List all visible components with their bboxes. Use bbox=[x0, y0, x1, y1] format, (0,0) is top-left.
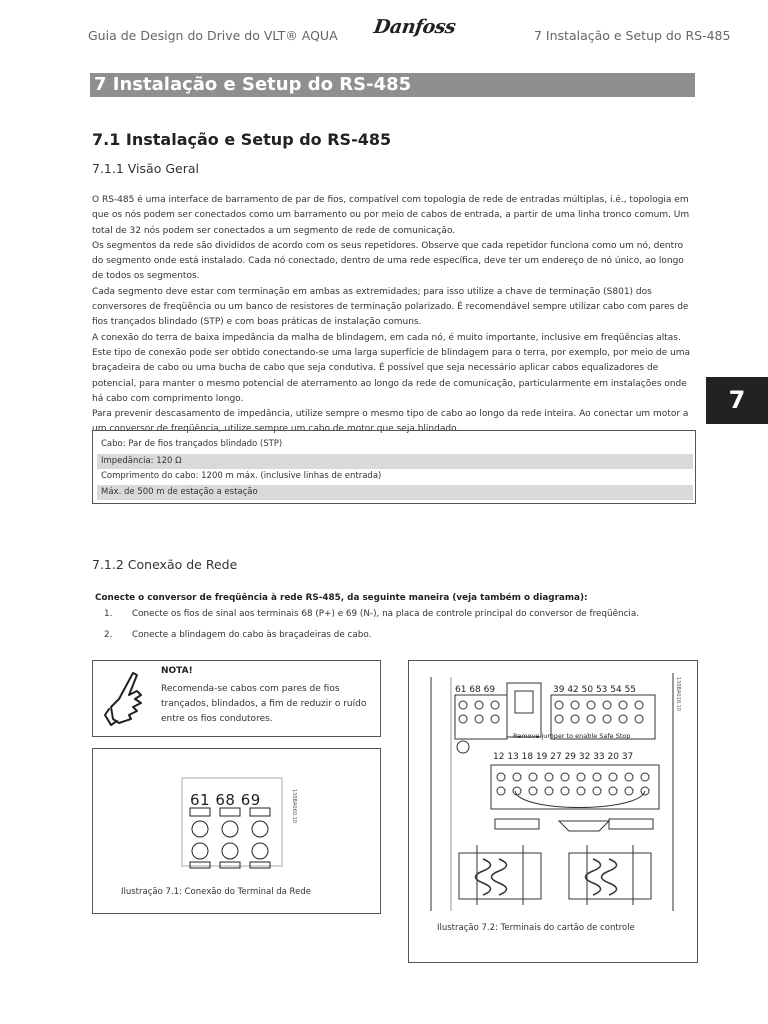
step-number: 1. bbox=[104, 609, 113, 619]
figure-caption: Ilustração 7.2: Terminais do cartão de controle bbox=[437, 923, 635, 933]
hand-pointing-icon bbox=[103, 669, 149, 727]
spec-row: Impedância: 120 Ω bbox=[97, 454, 693, 469]
terminal-labels-right: 39 42 50 53 54 55 bbox=[553, 685, 637, 695]
terminal-label: 69 bbox=[240, 791, 261, 809]
step-text: Conecte a blindagem do cabo às braçadeiras de cabo. bbox=[132, 630, 372, 640]
spec-row: Cabo: Par de fios trançados blindado (STP) bbox=[101, 439, 283, 449]
terminal-block-diagram bbox=[178, 774, 288, 869]
cable-spec-table bbox=[92, 430, 696, 504]
terminal-label: 61 bbox=[190, 791, 211, 809]
terminal-labels-bottom: 12 13 18 19 27 29 32 33 20 37 bbox=[493, 752, 634, 762]
terminal-label: 68 bbox=[215, 791, 236, 809]
terminal-labels bbox=[190, 791, 261, 809]
note-title: NOTA! bbox=[161, 666, 193, 676]
paragraph: Para prevenir descasamento de impedância, utilize sempre o mesmo tipo de cabo ao longo da rede inteira. Ao conectar um motor a um conversor de freqüência, utilize sempre um cabo de motor que seja blindado. bbox=[92, 409, 689, 435]
step-text: Conecte os fios de sinal aos terminais 68 (P+) e 69 (N-), na placa de controle principal do conversor de freqüência. bbox=[132, 609, 640, 619]
paragraph: Cada segmento deve estar com terminação em ambas as extremidades; para isso utilize a chave de terminação (S801) dos conversores de freqüência ou um banco de resistores de terminação polarizado. É recomendável sempre utilizar cabo com pares de fios trançados blindado (STP) e com boas práticas de instalação comuns. bbox=[92, 286, 689, 328]
overview-text bbox=[92, 193, 696, 438]
figure-caption: Ilustração 7.1: Conexão do Terminal da Rede bbox=[121, 887, 311, 897]
list-item bbox=[104, 630, 694, 644]
paragraph: Os segmentos da rede são divididos de acordo com os seus repetidores. Observe que cada repetidor funciona como um nó, dentro do segmento onde está instalado. Cada nó conectado, dentro de uma rede específica, deve ter um endereço de nó único, ao longo de todos os segmentos. bbox=[92, 240, 684, 282]
chapter-title-bar bbox=[90, 73, 695, 97]
connection-instructions-lead: Conecte o conversor de freqüência à rede RS-485, da seguinte maneira (veja também o diagrama): bbox=[95, 593, 588, 603]
paragraph: A conexão do terra de baixa impedância da malha de blindagem, em cada nó, é muito importante, inclusive em freqüências altas. Este tipo de conexão pode ser obtido conectando-se uma larga superfície de blindagem para o terra, por exemplo, por meio de uma braçadeira de cabo ou uma bucha de cabo que seja condutiva. É possível que seja necessário aplicar cabos equalizadores de potencial, para manter o mesmo potencial de aterramento ao longo da rede de comunicação, particularmente em instalações onde há cabo com comprimento longo. bbox=[92, 332, 691, 404]
control-card-diagram bbox=[429, 673, 679, 911]
subsection-network-title: 7.1.2 Conexão de Rede bbox=[92, 557, 238, 572]
running-header-left: Guia de Design do Drive do VLT® AQUA bbox=[88, 28, 338, 43]
terminal-labels-left: 61 68 69 bbox=[455, 685, 496, 695]
list-item bbox=[104, 609, 694, 623]
figure-code: 130BA018.10 bbox=[675, 677, 681, 711]
subsection-overview-title: 7.1.1 Visão Geral bbox=[92, 161, 199, 176]
figure-network-terminal bbox=[92, 748, 381, 914]
jumper-label: Remove jumper to enable Safe Stop bbox=[513, 732, 631, 740]
section-title: 7.1 Instalação e Setup do RS-485 bbox=[92, 130, 392, 149]
spec-row: Comprimento do cabo: 1200 m máx. (inclusive linhas de entrada) bbox=[101, 471, 382, 481]
danfoss-logo: Danfoss bbox=[372, 16, 457, 38]
spec-row: Máx. de 500 m de estação a estação bbox=[97, 485, 693, 500]
note-text: Recomenda-se cabos com pares de fios trançados, blindados, a fim de reduzir o ruído entre os fios condutores. bbox=[161, 684, 367, 724]
note-box bbox=[92, 660, 381, 737]
figure-control-card-terminals bbox=[408, 660, 698, 963]
chapter-tab: 7 bbox=[706, 377, 768, 424]
figure-code: 130BA060.10 bbox=[291, 789, 297, 823]
paragraph: O RS-485 é uma interface de barramento de par de fios, compatível com topologia de rede de entradas múltiplas, i.é., topologia em que os nós podem ser conectados como um barramento ou por meio de cabos de entrada, a partir de uma linha tronco comum. Um total de 32 nós podem ser conectados a um segmento de rede de comunicação. bbox=[92, 195, 690, 236]
running-header-right: 7 Instalação e Setup do RS-485 bbox=[534, 28, 731, 43]
step-number: 2. bbox=[104, 630, 113, 640]
chapter-title: 7 Instalação e Setup do RS-485 bbox=[94, 74, 412, 95]
